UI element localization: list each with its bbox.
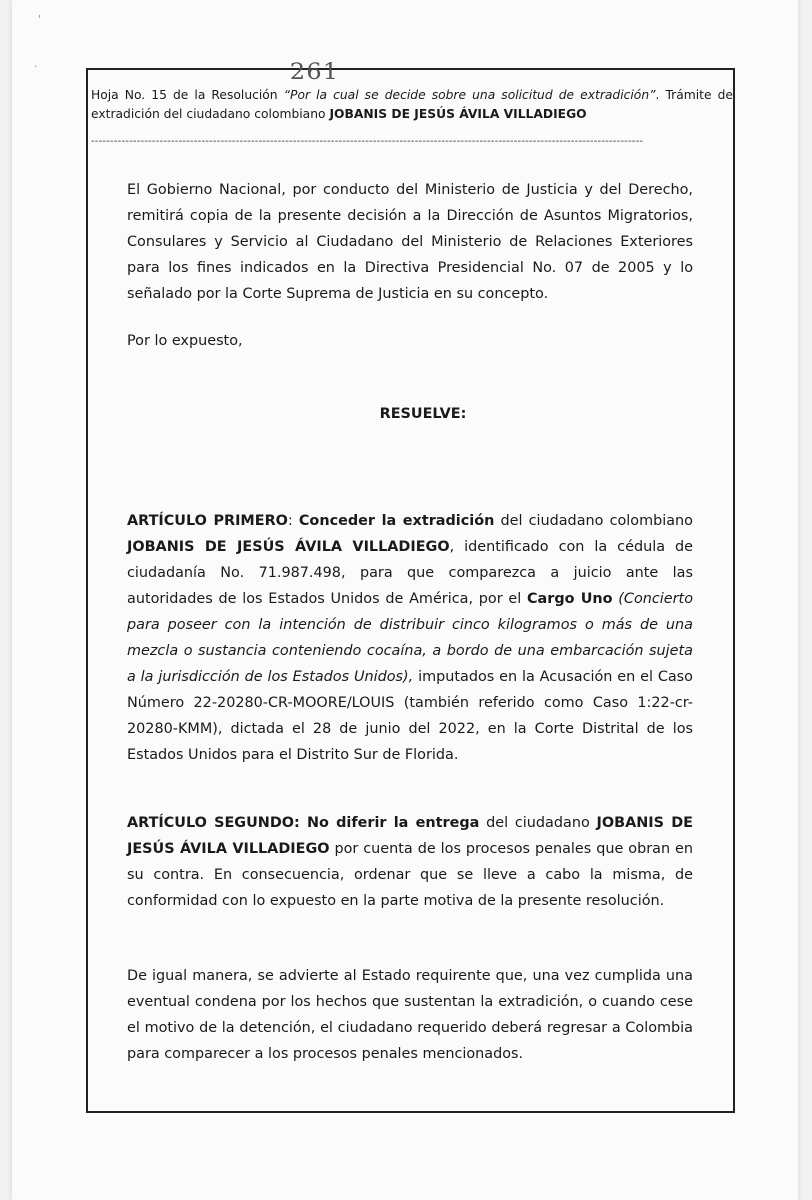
- article-2-text: por cuenta de los procesos penales que obran en su contra. En consecuencia, ordenar que se lleve a cabo la misma, de conformidad con lo expuesto en la parte motiva de la presente resolución.: [127, 841, 693, 909]
- article-1-name: JOBANIS DE JESÚS ÁVILA VILLADIEGO: [127, 539, 450, 555]
- article-primero: [127, 508, 693, 768]
- article-segundo: [127, 810, 693, 914]
- resuelve-heading: RESUELVE:: [379, 406, 467, 422]
- header-name: JOBANIS DE JESÚS ÁVILA VILLADIEGO: [329, 107, 587, 121]
- article-1-charge-description: (Concierto para poseer con la intención de distribuir cinco kilogramos o más de una mezcla o sustancia conteniendo cocaína, a bordo de una embarcación sujeta a la jurisdicción de los Estados Unidos),: [127, 591, 693, 685]
- paragraph-return-notice: De igual manera, se advierte al Estado requirente que, una vez cumplida una eventual condena por los hechos que sustentan la extradición, o cuando cese el motivo de la detención, el ciudadano requerido deberá regresar a Colombia para comparecer a los procesos penales mencionados.: [127, 968, 693, 1062]
- article-1-action: Conceder la extradición: [298, 513, 495, 529]
- article-1-charge: Cargo Uno: [526, 591, 613, 607]
- article-1-text: imputados en la Acusación en el Caso Número 22-20280-CR-MOORE/LOUIS (también referido como Caso 1:22-cr-20280-KMM), dictada el 28 de junio del 2022, en la Corte Distrital de los Estados Unidos para el Distrito Sur de Florida.: [127, 669, 693, 763]
- article-2-label: ARTÍCULO SEGUNDO: No diferir la entrega: [127, 815, 480, 831]
- scan-speck: ·: [34, 62, 38, 73]
- article-2-text: del ciudadano: [479, 815, 597, 831]
- article-1-label: ARTÍCULO PRIMERO: [127, 513, 288, 529]
- scan-speck: ': [38, 14, 41, 25]
- paragraph-por-lo-expuesto: Por lo expuesto,: [127, 333, 243, 349]
- header-title: “Por la cual se decide sobre una solicitud de extradición”: [283, 88, 656, 102]
- dash-separator: -------------------------------------------------------------------------------------------------------------------------------------------------: [91, 136, 644, 147]
- article-1-text: del ciudadano colombiano: [494, 513, 693, 529]
- page-number-stamp: 261: [289, 60, 340, 85]
- article-1-text: , identificado con la cédula de ciudadanía No. 71.987.498, para que comparezca a juicio ante las autoridades de los Estados Unidos de América, por el: [127, 539, 693, 607]
- paragraph-government: El Gobierno Nacional, por conducto del Ministerio de Justicia y del Derecho, remitirá copia de la presente decisión a la Dirección de Asuntos Migratorios, Consulares y Servicio al Ciudadano del Ministerio de Relaciones Exteriores para los fines indicados en la Directiva Presidencial No. 07 de 2005 y lo señalado por la Corte Suprema de Justicia en su concepto.: [127, 182, 693, 302]
- article-2-name: JOBANIS DE JESÚS ÁVILA VILLADIEGO: [127, 815, 693, 857]
- header-lead: Hoja No. 15 de la Resolución: [91, 88, 284, 102]
- page-header: [91, 86, 733, 124]
- header-mid: . Trámite de extradición del ciudadano colombiano: [91, 88, 733, 121]
- article-1-colon: :: [287, 513, 299, 529]
